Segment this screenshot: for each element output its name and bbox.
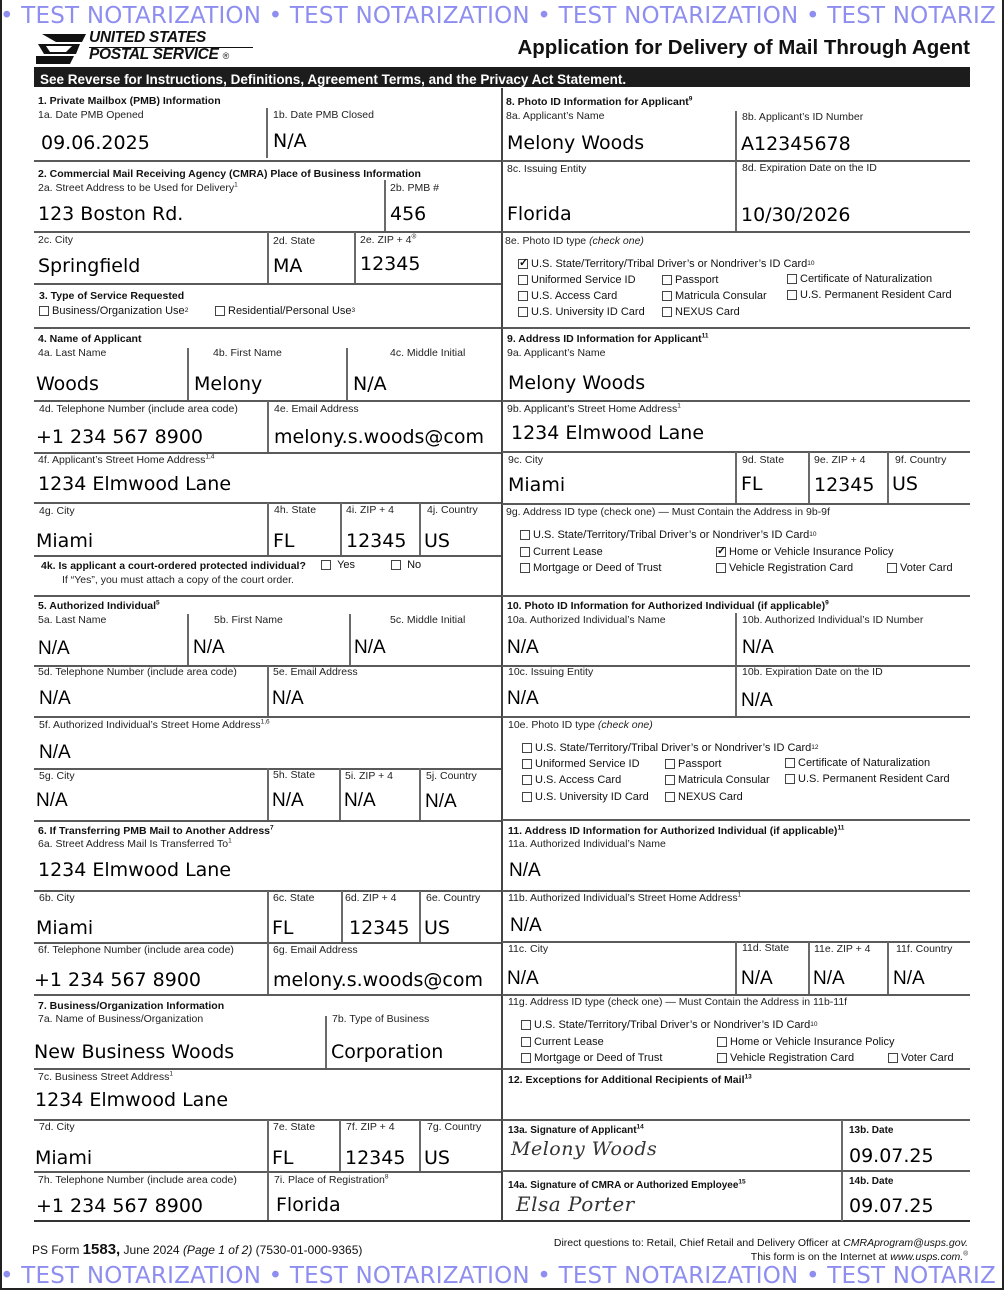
field-7b-business-type[interactable]: Corporation — [331, 1041, 444, 1063]
label-7h: 7h. Telephone Number (include area code) — [38, 1174, 237, 1186]
label-4f: 4f. Applicant’s Street Home Address$^{1,4}$ — [38, 453, 215, 466]
note-4k: If “Yes”, you must attach a copy of the court order. — [62, 574, 294, 586]
label-4i: 4i. ZIP + 4 — [346, 504, 394, 516]
label-11g: 11g. Address ID type (check one) — Must Contain the Address in 11b-11f — [508, 996, 848, 1008]
divider — [808, 452, 810, 503]
footer-contact: Direct questions to: Retail, Chief Retail and Delivery Officer at CMRAprogram@usps.gov. This form is on the Internet at www.usps.com.® — [553, 1237, 968, 1263]
checkbox-icon[interactable] — [665, 759, 675, 769]
watermark-bottom: • TEST NOTARIZATION • TEST NOTARIZATION • TEST NOTARIZATION • TEST NOTARIZ — [0, 1263, 996, 1289]
watermark-top: • TEST NOTARIZATION • TEST NOTARIZATION • TEST NOTARIZATION • TEST NOTARIZ — [0, 3, 996, 29]
section10-heading: 10. Photo ID Information for Authorized Individual (if applicable)$^9$ — [507, 599, 829, 612]
section6-heading: 6. If Transferring PMB Mail to Another Address$^7$ — [38, 824, 274, 837]
checkbox-icon[interactable] — [717, 1037, 727, 1047]
label-5f: 5f. Authorized Individual’s Street Home Address$^{1,6}$ — [39, 718, 270, 731]
checkbox-11g-insurance[interactable]: Home or Vehicle Insurance Policy — [717, 1036, 894, 1048]
label-11f: 11f. Country — [896, 943, 953, 955]
label-11c: 11c. City — [508, 943, 549, 955]
checkbox-icon[interactable] — [518, 307, 528, 317]
field-7d-city[interactable]: Miami — [35, 1147, 93, 1169]
label-2a: 2a. Street Address to be Used for Delivery$^1$ — [38, 181, 238, 194]
field-5c-middle-initial[interactable]: N/A — [354, 637, 386, 658]
label-8e: 8e. Photo ID type (check one) — [505, 235, 644, 247]
field-7e-state[interactable]: FL — [272, 1147, 294, 1169]
divider — [419, 891, 421, 943]
divider — [735, 161, 737, 232]
field-2e-zip[interactable]: 12345 — [360, 253, 421, 275]
checkbox-10e-nexus[interactable]: NEXUS Card — [665, 791, 743, 803]
label-7d: 7d. City — [39, 1121, 75, 1133]
signature-applicant[interactable]: Melony Woods — [511, 1138, 658, 1160]
checkbox-8e-matricula[interactable]: Matricula Consular — [662, 290, 767, 302]
label-10c: 10c. Issuing Entity — [508, 666, 594, 678]
label-9b: 9b. Applicant’s Street Home Address$^1$ — [507, 402, 681, 415]
label-4h: 4h. State — [274, 504, 317, 516]
section9-heading: 9. Address ID Information for Applicant$^{11}$ — [507, 332, 709, 345]
label-6c: 6c. State — [273, 892, 315, 904]
field-4a-last-name[interactable]: Woods — [36, 373, 99, 395]
divider — [502, 1068, 970, 1070]
field-1b-date-closed[interactable]: N/A — [273, 130, 307, 152]
checkbox-8e-uniformed[interactable]: Uniformed Service ID — [518, 274, 636, 286]
logo-line2: POSTAL SERVICE ® — [89, 46, 229, 63]
label-9g: 9g. Address ID type (check one) — Must Contain the Address in 9b-9f — [506, 506, 830, 518]
divider — [34, 716, 501, 718]
field-6e-country[interactable]: US — [424, 917, 450, 939]
label-11e: 11e. ZIP + 4 — [814, 943, 871, 955]
field-4g-city[interactable]: Miami — [36, 530, 94, 552]
field-7g-country[interactable]: US — [424, 1147, 450, 1169]
label-7i: 7i. Place of Registration$^8$ — [274, 1173, 389, 1186]
divider — [887, 942, 889, 994]
label-9e: 9e. ZIP + 4 — [814, 454, 866, 466]
label-7e: 7e. State — [273, 1121, 316, 1133]
field-9a-name[interactable]: Melony Woods — [508, 372, 646, 394]
field-10a-name[interactable]: N/A — [507, 637, 539, 658]
divider — [735, 111, 737, 161]
checkbox-9g-vehicle-registration[interactable]: Vehicle Registration Card — [716, 562, 853, 574]
checkbox-icon[interactable] — [518, 291, 528, 301]
field-4f-street[interactable]: 1234 Elmwood Lane — [38, 473, 232, 495]
label-1b: 1b. Date PMB Closed — [273, 109, 374, 121]
divider — [384, 180, 386, 232]
divider — [502, 1119, 970, 1121]
divider — [267, 503, 269, 555]
label-4a: 4a. Last Name — [38, 347, 107, 359]
label-6a: 6a. Street Address Mail Is Transferred To$^1$ — [38, 837, 232, 850]
checkbox-icon[interactable] — [716, 563, 726, 573]
divider — [419, 503, 421, 555]
label-4j: 4j. Country — [427, 504, 478, 516]
checkbox-10e-naturalization[interactable]: Certificate of Naturalization — [785, 757, 930, 769]
field-6f-phone[interactable]: +1 234 567 8900 — [34, 969, 202, 991]
label-8d: 8d. Expiration Date on the ID — [742, 162, 877, 174]
divider — [34, 994, 501, 996]
divider — [735, 452, 737, 503]
logo-line1: UNITED STATES — [89, 29, 206, 46]
field-4b-first-name[interactable]: Melony — [194, 373, 263, 395]
label-5a: 5a. Last Name — [38, 614, 107, 626]
section7-heading: 7. Business/Organization Information — [38, 1000, 225, 1012]
column-divider — [501, 88, 503, 1221]
checkbox-checked-icon[interactable] — [518, 259, 528, 269]
divider — [34, 1068, 501, 1070]
checkbox-icon[interactable] — [665, 775, 675, 785]
label-5e: 5e. Email Address — [273, 666, 358, 678]
label-4k: 4k. Is applicant a court-ordered protected individual? — [41, 560, 306, 572]
label-5d: 5d. Telephone Number (include area code) — [38, 666, 237, 678]
checkbox-8e-permanent-resident[interactable]: U.S. Permanent Resident Card — [787, 289, 952, 301]
checkbox-10e-access-card[interactable]: U.S. Access Card — [522, 774, 621, 786]
label-6b: 6b. City — [39, 892, 75, 904]
divider — [341, 891, 343, 943]
label-10e: 10e. Photo ID type (check one) — [508, 719, 653, 731]
checkbox-4k-yes[interactable]: Yes — [321, 559, 355, 571]
checkbox-10e-matricula[interactable]: Matricula Consular — [665, 774, 770, 786]
checkbox-icon[interactable] — [887, 563, 897, 573]
checkbox-icon[interactable] — [215, 306, 225, 316]
field-1a-date-opened[interactable]: 09.06.2025 — [41, 132, 150, 154]
field-10d-expiration[interactable]: N/A — [741, 690, 773, 711]
checkbox-icon[interactable] — [39, 306, 49, 316]
checkbox-9g-mortgage[interactable]: Mortgage or Deed of Trust — [520, 562, 661, 574]
field-9d-state[interactable]: FL — [741, 473, 763, 495]
field-2a-street[interactable]: 123 Boston Rd. — [38, 203, 184, 225]
divider — [267, 768, 269, 820]
field-6c-state[interactable]: FL — [272, 917, 294, 939]
checkbox-icon[interactable] — [521, 1020, 531, 1030]
divider — [349, 614, 351, 666]
checkbox-10e-passport[interactable]: Passport — [665, 758, 721, 770]
field-9c-city[interactable]: Miami — [508, 474, 566, 496]
label-14a: 14a. Signature of CMRA or Authorized Employee$^{15}$ — [508, 1178, 746, 1191]
label-9d: 9d. State — [742, 454, 785, 466]
divider — [267, 666, 269, 718]
checkbox-icon[interactable] — [522, 775, 532, 785]
divider — [502, 819, 970, 821]
checkbox-icon[interactable] — [518, 275, 528, 285]
cmra-email-link[interactable]: CMRAprogram@usps.gov. — [843, 1237, 968, 1249]
checkbox-icon[interactable] — [520, 547, 530, 557]
divider — [502, 595, 970, 597]
label-8c: 8c. Issuing Entity — [507, 163, 587, 175]
label-5c: 5c. Middle Initial — [390, 614, 466, 626]
section8-heading: 8. Photo ID Information for Applicant$^9$ — [506, 95, 693, 108]
divider — [267, 401, 269, 453]
checkbox-10e-state-id[interactable]: U.S. State/Territory/Tribal Driver’s or Nondriver’s ID Card 12 — [522, 742, 819, 754]
field-11e-zip[interactable]: N/A — [813, 968, 845, 989]
label-6g: 6g. Email Address — [273, 944, 358, 956]
label-14b: 14b. Date — [849, 1176, 894, 1187]
label-5h: 5h. State — [273, 769, 316, 781]
divider — [502, 400, 970, 402]
label-2d: 2d. State — [273, 235, 316, 247]
checkbox-icon[interactable] — [521, 1037, 531, 1047]
checkbox-icon[interactable] — [785, 774, 795, 784]
field-7c-street[interactable]: 1234 Elmwood Lane — [35, 1089, 229, 1111]
label-4g: 4g. City — [39, 505, 75, 517]
checkbox-9g-insurance[interactable]: ✓ Home or Vehicle Insurance Policy — [716, 546, 893, 558]
section12-heading: 12. Exceptions for Additional Recipients of Mail$^{13}$ — [508, 1073, 752, 1086]
divider — [502, 1170, 970, 1172]
divider — [267, 1172, 269, 1222]
checkbox-icon[interactable] — [321, 560, 331, 570]
divider — [325, 1016, 327, 1068]
checkbox-icon[interactable] — [787, 274, 797, 284]
divider — [34, 820, 501, 822]
checkbox-residential-use[interactable]: Residential/Personal Use 3 — [215, 305, 355, 317]
checkbox-icon[interactable] — [888, 1053, 898, 1063]
field-5f-street[interactable]: N/A — [39, 742, 71, 763]
label-6d: 6d. ZIP + 4 — [345, 892, 397, 904]
label-9f: 9f. Country — [895, 454, 947, 466]
signature-cmra[interactable]: Elsa Porter — [516, 1192, 635, 1216]
checkbox-icon[interactable] — [522, 792, 532, 802]
section4-heading: 4. Name of Applicant — [38, 333, 142, 345]
label-10b: 10b. Authorized Individual’s ID Number — [742, 614, 924, 626]
field-12-exceptions[interactable] — [503, 1088, 969, 1118]
label-7c: 7c. Business Street Address$^1$ — [38, 1070, 173, 1083]
usps-logo — [36, 30, 236, 66]
checkbox-10e-permanent-resident[interactable]: U.S. Permanent Resident Card — [785, 773, 950, 785]
divider — [502, 327, 970, 329]
checkbox-11g-vehicle-registration[interactable]: Vehicle Registration Card — [717, 1052, 854, 1064]
field-10b-id-number[interactable]: N/A — [742, 637, 774, 658]
label-9c: 9c. City — [508, 454, 544, 466]
field-5a-last-name[interactable]: N/A — [38, 638, 70, 659]
field-4h-state[interactable]: FL — [273, 530, 295, 552]
checkbox-8e-access-card[interactable]: U.S. Access Card — [518, 290, 617, 302]
label-9a: 9a. Applicant’s Name — [507, 347, 606, 359]
divider — [267, 891, 269, 943]
label-6f: 6f. Telephone Number (include area code) — [38, 944, 234, 956]
field-7f-zip[interactable]: 12345 — [345, 1147, 406, 1169]
label-11a: 11a. Authorized Individual’s Name — [508, 838, 666, 850]
section11-heading: 11. Address ID Information for Authorized Individual (if applicable)$^{11}$ — [508, 824, 845, 837]
checkbox-icon[interactable] — [391, 560, 401, 570]
field-6b-city[interactable]: Miami — [36, 917, 94, 939]
label-13a: 13a. Signature of Applicant$^{14}$ — [508, 1123, 644, 1136]
divider — [267, 1120, 269, 1172]
divider — [808, 942, 810, 994]
field-6d-zip[interactable]: 12345 — [349, 917, 410, 939]
field-8b-id-number[interactable]: A12345678 — [741, 133, 851, 155]
field-8d-expiration[interactable]: 10/30/2026 — [741, 204, 851, 226]
field-8c-issuing-entity[interactable]: Florida — [507, 203, 572, 225]
eagle-icon — [36, 32, 86, 64]
divider — [419, 768, 421, 820]
field-4j-country[interactable]: US — [424, 530, 450, 552]
label-10d: 10b. Expiration Date on the ID — [742, 666, 883, 678]
divider — [187, 348, 189, 400]
divider — [887, 452, 889, 503]
checkbox-business-use[interactable]: Business/Organization Use 2 — [39, 305, 188, 317]
label-11d: 11d. State — [742, 942, 790, 954]
label-4e: 4e. Email Address — [274, 403, 359, 415]
checkbox-icon[interactable] — [665, 792, 675, 802]
checkbox-icon[interactable] — [787, 290, 797, 300]
checkbox-icon[interactable] — [521, 1053, 531, 1063]
checkbox-8e-university-id[interactable]: U.S. University ID Card — [518, 306, 645, 318]
checkbox-10e-uniformed[interactable]: Uniformed Service ID — [522, 758, 640, 770]
label-5j: 5j. Country — [426, 770, 477, 782]
field-4d-phone[interactable]: +1 234 567 8900 — [36, 426, 204, 448]
divider — [346, 348, 348, 400]
section5-heading: 5. Authorized Individual$^5$ — [38, 599, 160, 612]
checkbox-icon[interactable] — [717, 1053, 727, 1063]
checkbox-8e-nexus[interactable]: NEXUS Card — [662, 306, 740, 318]
field-11a-name[interactable]: N/A — [509, 860, 541, 881]
checkbox-8e-passport[interactable]: Passport — [662, 274, 718, 286]
instructions-banner: See Reverse for Instructions, Definitions, Agreement Terms, and the Privacy Act Statement. — [34, 67, 970, 87]
field-2d-state[interactable]: MA — [273, 255, 303, 277]
field-6a-street[interactable]: 1234 Elmwood Lane — [38, 859, 232, 881]
field-11f-country[interactable]: N/A — [893, 968, 925, 989]
label-1a: 1a. Date PMB Opened — [38, 109, 144, 121]
label-10a: 10a. Authorized Individual’s Name — [507, 614, 666, 626]
label-7g: 7g. Country — [427, 1121, 482, 1133]
divider — [339, 768, 341, 820]
checkbox-9g-state-id[interactable]: U.S. State/Territory/Tribal Driver’s or Nondriver’s ID Card 10 — [520, 529, 817, 541]
section1-heading: 1. Private Mailbox (PMB) Information — [38, 95, 221, 107]
divider — [735, 613, 737, 665]
checkbox-icon[interactable] — [520, 563, 530, 573]
checkbox-11g-state-id[interactable]: U.S. State/Territory/Tribal Driver’s or Nondriver’s ID Card 10 — [521, 1019, 818, 1031]
label-8a: 8a. Applicant’s Name — [506, 110, 605, 122]
usps-website-link[interactable]: www.usps.com. — [890, 1251, 964, 1263]
field-7h-phone[interactable]: +1 234 567 8900 — [36, 1195, 204, 1217]
label-8b: 8b. Applicant’s ID Number — [742, 111, 864, 123]
checkbox-icon[interactable] — [785, 758, 795, 768]
field-13b-date[interactable]: 09.07.25 — [849, 1145, 934, 1167]
divider — [502, 716, 970, 718]
checkbox-11g-lease[interactable]: Current Lease — [521, 1036, 604, 1048]
divider — [502, 503, 970, 505]
checkbox-icon[interactable] — [662, 291, 672, 301]
label-7f: 7f. ZIP + 4 — [346, 1121, 395, 1133]
field-6g-email[interactable]: melony.s.woods@com — [273, 969, 483, 991]
checkbox-10e-university-id[interactable]: U.S. University ID Card — [522, 791, 649, 803]
label-4d: 4d. Telephone Number (include area code) — [39, 403, 238, 415]
section2-heading: 2. Commercial Mail Receiving Agency (CMRA) Place of Business Information — [38, 168, 421, 180]
field-4c-middle-initial[interactable]: N/A — [353, 373, 387, 395]
label-2e: 2e. ZIP + 4® — [360, 233, 417, 246]
field-2c-city[interactable]: Springfield — [38, 255, 141, 277]
label-7b: 7b. Type of Business — [332, 1013, 430, 1025]
field-4i-zip[interactable]: 12345 — [346, 530, 407, 552]
label-2b: 2b. PMB # — [390, 182, 440, 194]
divider — [340, 503, 342, 555]
checkbox-11g-mortgage[interactable]: Mortgage or Deed of Trust — [521, 1052, 662, 1064]
divider — [502, 231, 970, 233]
divider — [267, 943, 269, 995]
divider — [34, 160, 501, 162]
page-title: Application for Delivery of Mail Through Agent — [517, 36, 970, 59]
checkbox-icon[interactable] — [522, 759, 532, 769]
divider — [34, 283, 501, 285]
divider — [34, 595, 501, 597]
checkbox-icon[interactable] — [522, 743, 532, 753]
label-5g: 5g. City — [39, 770, 75, 782]
field-10c-issuing-entity[interactable]: N/A — [507, 688, 539, 709]
field-5b-first-name[interactable]: N/A — [193, 637, 225, 658]
field-7i-registration[interactable]: Florida — [276, 1194, 341, 1216]
label-13b: 13b. Date — [849, 1125, 894, 1136]
label-4b: 4b. First Name — [213, 347, 282, 359]
field-5d-phone[interactable]: N/A — [39, 688, 71, 709]
field-2b-pmb[interactable]: 456 — [390, 203, 427, 225]
field-9f-country[interactable]: US — [892, 473, 918, 495]
checkbox-8e-naturalization[interactable]: Certificate of Naturalization — [787, 273, 932, 285]
checkbox-11g-voter-card[interactable]: Voter Card — [888, 1052, 954, 1064]
label-6e: 6e. Country — [426, 892, 481, 904]
field-5i-zip[interactable]: N/A — [344, 790, 376, 811]
label-5i: 5i. ZIP + 4 — [345, 770, 393, 782]
divider — [735, 666, 737, 718]
checkbox-icon[interactable] — [662, 307, 672, 317]
divider — [354, 232, 356, 283]
label-2c: 2c. City — [38, 234, 74, 246]
field-11c-city[interactable]: N/A — [507, 968, 539, 989]
field-14b-date[interactable]: 09.07.25 — [849, 1195, 934, 1217]
field-9b-street[interactable]: 1234 Elmwood Lane — [511, 422, 705, 444]
form-identifier: PS Form 1583, June 2024 (Page 1 of 2) (7530-01-000-9365) — [32, 1241, 363, 1258]
label-7a: 7a. Name of Business/Organization — [38, 1013, 204, 1025]
divider — [419, 1120, 421, 1172]
field-5j-country[interactable]: N/A — [425, 791, 457, 812]
divider — [339, 1120, 341, 1172]
checkbox-8e-state-id[interactable]: ✓ U.S. State/Territory/Tribal Driver’s or Nondriver’s ID Card 10 — [518, 258, 815, 270]
checkbox-checked-icon[interactable] — [716, 547, 726, 557]
divider — [187, 614, 189, 666]
label-4c: 4c. Middle Initial — [390, 347, 466, 359]
label-11b: 11b. Authorized Individual’s Street Home Address$^1$ — [508, 891, 742, 904]
divider — [267, 232, 269, 283]
checkbox-4k-no[interactable]: No — [391, 559, 421, 571]
field-5h-state[interactable]: N/A — [272, 790, 304, 811]
checkbox-9g-voter-card[interactable]: Voter Card — [887, 562, 953, 574]
checkbox-icon[interactable] — [662, 275, 672, 285]
field-8a-name[interactable]: Melony Woods — [507, 132, 645, 154]
field-11b-street[interactable]: N/A — [510, 915, 542, 936]
label-5b: 5b. First Name — [214, 614, 283, 626]
field-5g-city[interactable]: N/A — [36, 790, 68, 811]
divider — [34, 327, 501, 329]
checkbox-9g-lease[interactable]: Current Lease — [520, 546, 603, 558]
field-11d-state[interactable]: N/A — [741, 968, 773, 989]
field-5e-email[interactable]: N/A — [272, 688, 304, 709]
divider — [34, 555, 501, 557]
checkbox-icon[interactable] — [520, 530, 530, 540]
divider — [266, 108, 268, 158]
field-9e-zip[interactable]: 12345 — [814, 474, 875, 496]
section3-heading: 3. Type of Service Requested — [39, 290, 185, 302]
field-7a-business-name[interactable]: New Business Woods — [34, 1041, 235, 1063]
divider — [735, 942, 737, 994]
field-4e-email[interactable]: melony.s.woods@com — [274, 426, 484, 448]
